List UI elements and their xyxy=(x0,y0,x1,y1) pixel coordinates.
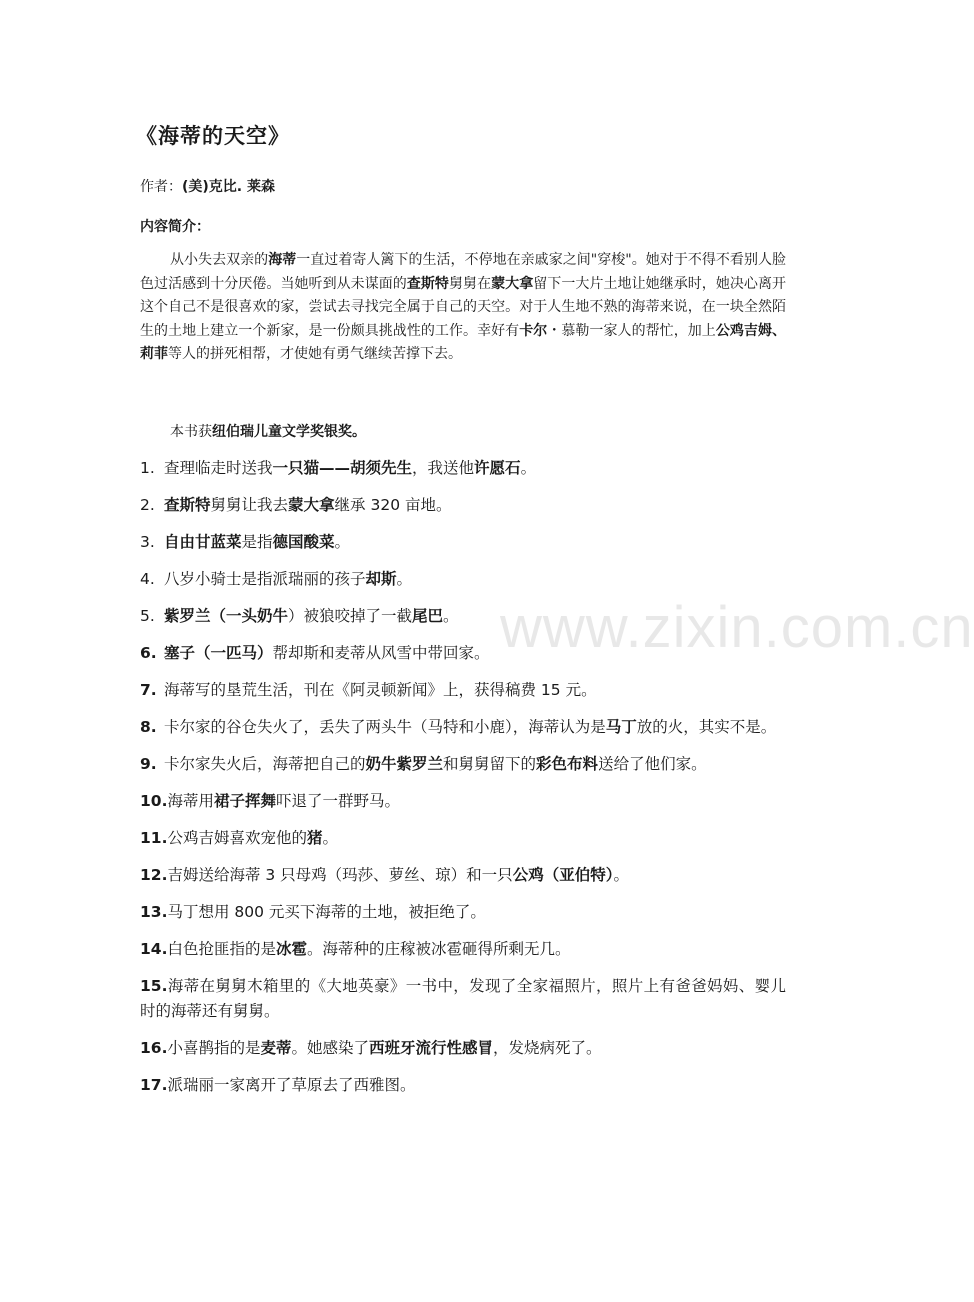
bold-text: 塞子（一匹马） xyxy=(164,644,273,662)
item-number: 8. xyxy=(140,718,157,736)
text-run: 吉姆送给海蒂 3 只母鸡（玛莎、萝丝、琼）和一只 xyxy=(167,866,513,884)
list-item xyxy=(140,752,786,777)
text-run: 。 xyxy=(613,866,629,884)
text-run: 放的火，其实不是。 xyxy=(636,718,777,736)
list-item xyxy=(140,937,786,962)
item-number: 4. xyxy=(140,570,155,588)
item-number: 15. xyxy=(140,977,168,995)
item-number: 1. xyxy=(140,459,155,477)
author-label: 作者： xyxy=(140,179,182,195)
item-number: 9. xyxy=(140,755,157,773)
text-run: 。 xyxy=(322,829,339,847)
bold-text: 海蒂 xyxy=(268,252,297,268)
item-number: 13. xyxy=(140,903,168,921)
bold-text: 却斯 xyxy=(365,570,397,588)
text-run: 海蒂在舅舅木箱里的《大地英豪》一书中，发现了全家福照片，照片上有爸爸妈妈、婴儿时的海蒂还有舅舅。 xyxy=(140,977,786,1020)
bold-text: 一只猫——胡须先生 xyxy=(272,459,413,477)
bold-text: 许愿石 xyxy=(474,459,521,477)
item-number: 5. xyxy=(140,607,155,625)
bold-text: 查斯特 xyxy=(406,275,449,292)
text-run: 。海蒂种的庄稼被冰雹砸得所剩无几。 xyxy=(307,940,571,958)
list-item xyxy=(140,863,786,888)
text-run: 海蒂写的垦荒生活，刊在《阿灵顿新闻》上，获得稿费 15 元。 xyxy=(164,681,597,699)
text-run: 。 xyxy=(443,607,459,625)
text-run: 舅舅让我去 xyxy=(210,496,289,514)
text-run: 等人的拼死相帮，才使她有勇气继续苦撑下去。 xyxy=(168,346,462,362)
text-run: 送给了他们家。 xyxy=(598,755,707,773)
text-run: 。 xyxy=(396,570,413,588)
list-item xyxy=(140,530,786,555)
item-number: 14. xyxy=(140,940,168,958)
text-run: 公鸡吉姆喜欢宠他的 xyxy=(167,829,307,847)
text-run: 舅舅在 xyxy=(448,275,492,292)
text-run: 继承 320 亩地。 xyxy=(334,496,452,514)
text-run: ）被狼咬掉了一截 xyxy=(288,607,413,625)
text-run: 卡尔家失火后，海蒂把自己的 xyxy=(164,755,366,773)
text-run: 查理临走时送我 xyxy=(164,459,273,477)
text-run: 帮却斯和麦蒂从风雪中带回家。 xyxy=(272,644,490,662)
text-run: 一直过着寄人篱下的生活，不停地在亲戚家之间"穿梭"。她对于不得不看别人脸色过活感到十分厌倦。当她听到从未谋面的 xyxy=(140,252,787,292)
text-run: 海蒂用 xyxy=(167,792,214,810)
text-run: 派瑞丽一家离开了草原去了西雅图。 xyxy=(167,1076,416,1094)
bold-text: 彩色布料 xyxy=(536,755,599,773)
text-run: ・慕勒一家人的帮忙，加上 xyxy=(547,322,716,339)
bold-text: 裙子挥舞 xyxy=(213,792,276,810)
item-number: 12. xyxy=(140,866,168,884)
bold-text: 德国酸菜 xyxy=(272,533,335,551)
text-run: 本书获 xyxy=(170,424,212,440)
bold-text: 紫罗兰（一头奶牛 xyxy=(164,607,289,625)
fact-list xyxy=(140,456,786,1110)
text-run: 马丁想用 800 元买下海蒂的土地，被拒绝了。 xyxy=(167,903,486,921)
text-run: 留下一大片土地让她继承时，她决心离开这个自己不是很喜欢的家，尝试去寻找完全属于自己的天空。对于人生地不熟的海蒂来说，在一块全然陌生的土地上建立一个新家，是一份颇具挑战性的工作。幸好有 xyxy=(140,275,787,339)
bold-text: 纽伯瑞儿童文学奖银奖。 xyxy=(212,424,366,440)
bold-text: 麦蒂 xyxy=(260,1039,292,1057)
text-run: 和舅舅留下的 xyxy=(443,755,537,773)
bold-text: 马丁 xyxy=(605,718,637,736)
item-number: 17. xyxy=(140,1076,168,1094)
book-title: 《海蒂的天空》 xyxy=(136,124,290,148)
summary-paragraph xyxy=(140,249,786,367)
text-run: 是指 xyxy=(241,533,273,551)
list-item xyxy=(140,493,786,518)
list-item xyxy=(140,1073,786,1098)
bold-text: 西班牙流行性感冒 xyxy=(369,1039,494,1057)
text-run: 八岁小骑士是指派瑞丽的孩子 xyxy=(164,570,366,588)
bold-text: 奶牛紫罗兰 xyxy=(365,755,444,773)
text-run: 白色抢匪指的是 xyxy=(167,940,276,958)
list-item xyxy=(140,456,786,481)
text-run: 从小失去双亲的 xyxy=(170,252,269,268)
list-item xyxy=(140,678,786,703)
award-line xyxy=(170,421,366,441)
list-item xyxy=(140,826,786,851)
list-item xyxy=(140,789,786,814)
text-run: 小喜鹊指的是 xyxy=(167,1039,261,1057)
item-number: 10. xyxy=(140,792,168,810)
author-line xyxy=(140,176,275,196)
bold-text: 尾巴 xyxy=(412,607,444,625)
list-item xyxy=(140,715,786,740)
text-run: 卡尔家的谷仓失火了，丢失了两头牛（马特和小鹿），海蒂认为是 xyxy=(164,718,606,736)
bold-text: 查斯特 xyxy=(164,496,211,514)
text-run: 。 xyxy=(520,459,537,477)
bold-text: 公鸡（亚伯特） xyxy=(512,866,614,884)
bold-text: 公鸡吉姆、莉菲 xyxy=(140,322,787,362)
list-item xyxy=(140,567,786,592)
text-run: 。她感染了 xyxy=(291,1039,370,1057)
bold-text: 猪 xyxy=(306,829,323,847)
intro-label: 内容简介： xyxy=(140,219,210,235)
bold-text: 冰雹 xyxy=(275,940,307,958)
item-number: 3. xyxy=(140,533,155,551)
list-item xyxy=(140,974,786,1024)
bold-text: 蒙大拿 xyxy=(288,496,335,514)
item-number: 16. xyxy=(140,1039,168,1057)
text-run: ，发烧病死了。 xyxy=(493,1039,602,1057)
list-item xyxy=(140,604,786,629)
text-run: ，我送他 xyxy=(412,459,475,477)
text-run: 吓退了一群野马。 xyxy=(276,792,401,810)
item-number: 2. xyxy=(140,496,155,514)
bold-text: 卡尔 xyxy=(519,322,548,339)
text-run: 。 xyxy=(334,533,351,551)
list-item xyxy=(140,641,786,666)
list-item xyxy=(140,900,786,925)
watermark: www.zixin.com.cn xyxy=(500,595,974,660)
item-number: 11. xyxy=(140,829,168,847)
bold-text: 蒙大拿 xyxy=(491,275,534,292)
item-number: 6. xyxy=(140,644,157,662)
bold-text: 自由甘蓝菜 xyxy=(164,533,242,551)
author-name: (美)克比. 莱森 xyxy=(182,179,275,195)
list-item xyxy=(140,1036,786,1061)
item-number: 7. xyxy=(140,681,157,699)
